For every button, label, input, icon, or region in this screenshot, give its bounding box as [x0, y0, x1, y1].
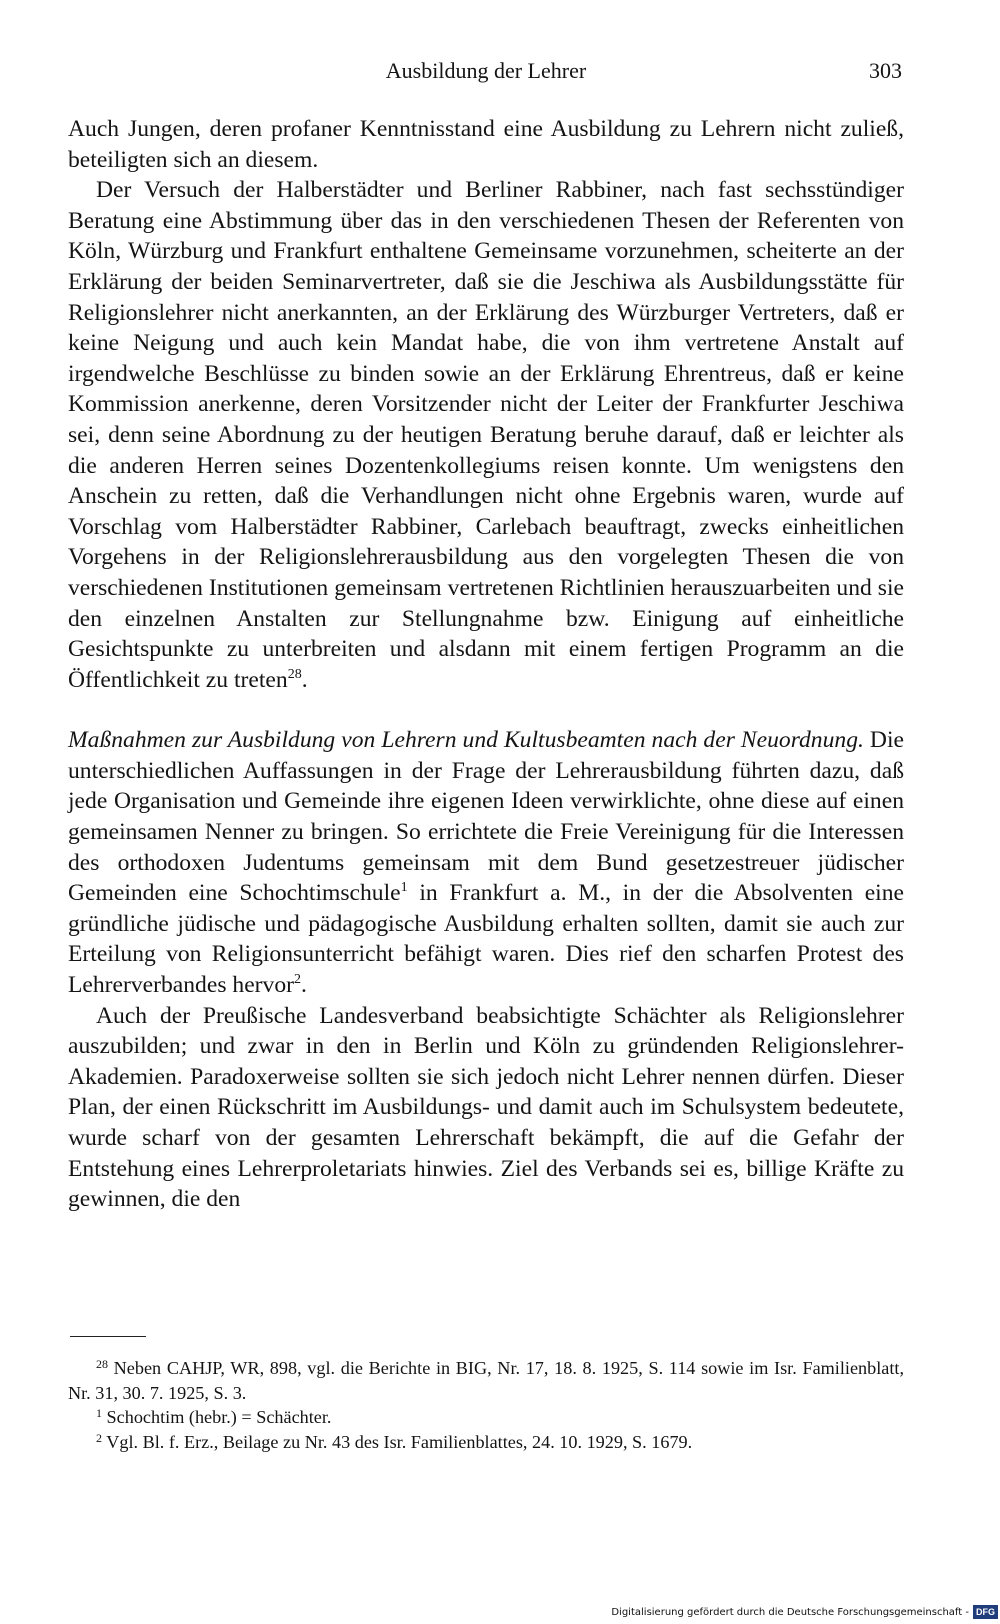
footnote-mark: 2	[96, 1430, 102, 1445]
footnotes	[68, 1356, 904, 1454]
running-title: Ausbildung der Lehrer	[385, 58, 587, 83]
section-lead-heading: Maßnahmen zur Ausbildung von Lehrern und Kultusbeamten nach der Neuordnung.	[68, 727, 864, 754]
footnote-2	[68, 1430, 904, 1455]
dfg-logo: DFG	[973, 1605, 998, 1619]
paragraph-4-text: Auch der Preußische Landesverband beabsichtigte Schächter als Religionslehrer auszubilden; und zwar in den in Berlin und Köln zu gründenden Religionslehrer-Akademien. Paradoxerweise sollten sie sich jedoch nicht Lehrer nennen dürfen. Dieser Plan, der einen Rückschritt im Ausbildungs- und damit auch im Schulsystem bedeutete, wurde scharf von der gesamten Lehrerschaft bekämpft, die auf die Gefahr der Entstehung eines Lehrerproletariats hinwies. Ziel des Verbands sei es, billige Kräfte zu gewinnen, die den	[68, 1002, 904, 1213]
footnote-ref-2: 2	[293, 972, 301, 988]
paragraph-1	[68, 114, 904, 175]
footnote-text: Neben CAHJP, WR, 898, vgl. die Berichte in BIG, Nr. 17, 18. 8. 1925, S. 114 sowie im Isr. Familienblatt, Nr. 31, 30. 7. 1925, S. 3.	[68, 1358, 904, 1403]
digitization-notice	[611, 1604, 998, 1620]
paragraph-3-text-b: in Frankfurt a. M., in der die Absolventen eine gründliche jüdische und pädagogische Ausbildung erhalten sollten, damit sie auch zur Erteilung von Religionsunterricht befähigt waren. Dies rief den scharfen Protest des Lehrerverbandes hervor	[68, 880, 904, 999]
paragraph-2-end: .	[301, 666, 308, 693]
running-header	[70, 54, 902, 90]
footnote-mark: 28	[96, 1357, 108, 1371]
paragraph-3-end: .	[300, 972, 307, 999]
footnote-text: Vgl. Bl. f. Erz., Beilage zu Nr. 43 des Isr. Familienblattes, 24. 10. 1929, S. 1679.	[102, 1431, 693, 1452]
paragraph-1-text: Auch Jungen, deren profaner Kenntnisstand eine Ausbildung zu Lehrern nicht zuließ, beteiligten sich an diesem.	[68, 116, 904, 173]
footnote-text: Schochtim (hebr.) = Schächter.	[102, 1407, 332, 1428]
paragraph-2-text: Der Versuch der Halberstädter und Berliner Rabbiner, nach fast sechsstündiger Beratung eine Abstimmung über das in den verschiedenen Thesen der Referenten von Köln, Würzburg und Frankfurt enthaltene Gemeinsame vorzunehmen, scheiterte an der Erklärung der beiden Seminarvertreter, daß sie die Jeschiwa als Ausbildungsstätte für Religionslehrer nicht anerkannten, an der Erklärung des Würzburger Vertreters, daß er keine Neigung und auch kein Mandat habe, die von ihm vertretene Anstalt auf irgendwelche Beschlüsse zu binden sowie an der Erklärung Ehrentreus, daß er keine Kommission anerkenne, deren Vorsitzender nicht der Leiter der Frankfurter Jeschiwa sei, denn seine Abordnung zu der heutigen Beratung beruhe darauf, daß er leichter als die anderen Herren seines Dozentenkollegiums reisen konnte. Um wenigstens den Anschein zu retten, daß die Verhandlungen nicht ohne Ergebnis waren, wurde auf Vorschlag vom Halberstädter Rabbiner, Carlebach beauftragt, zwecks einheitlichen Vorgehens in der Religionslehrerausbildung aus den vorgelegten Thesen die von verschiedenen Institutionen gemeinsam vertretenen Richtlinien herauszuarbeiten und sie den einzelnen Anstalten zur Stellungnahme bzw. Einigung auf einheitliche Gesichtspunkte zu unterbreiten und alsdann mit einem fertigen Programm an die Öffentlichkeit zu treten	[68, 177, 904, 693]
footnote-ref-1: 1	[400, 880, 408, 896]
paragraph-4	[68, 1001, 904, 1215]
paragraph-2	[68, 175, 904, 695]
main-text	[68, 114, 904, 1215]
digitization-notice-text: Digitalisierung gefördert durch die Deutsche Forschungsgemeinschaft -	[611, 1606, 969, 1618]
paragraph-3-text-a: Die unterschiedlichen Auffassungen in der Frage der Lehrerausbildung führten dazu, daß jede Organisation und Gemeinde ihre eigenen Ideen verwirklichte, ohne diese auf einen gemeinsamen Nenner zu bringen. So errichtete die Freie Vereinigung für die Interessen des orthodoxen Judentums gemeinsam mit dem Bund gesetzestreuer jüdischer Gemeinden eine Schochtimschule	[68, 727, 905, 907]
footnote-ref-28: 28	[287, 666, 302, 682]
footnote-separator	[70, 1336, 146, 1337]
footnote-1	[68, 1405, 904, 1430]
paragraph-3	[68, 725, 904, 1000]
footnote-mark: 1	[96, 1406, 102, 1421]
page-number: 303	[869, 58, 902, 83]
footnote-28	[68, 1356, 904, 1405]
